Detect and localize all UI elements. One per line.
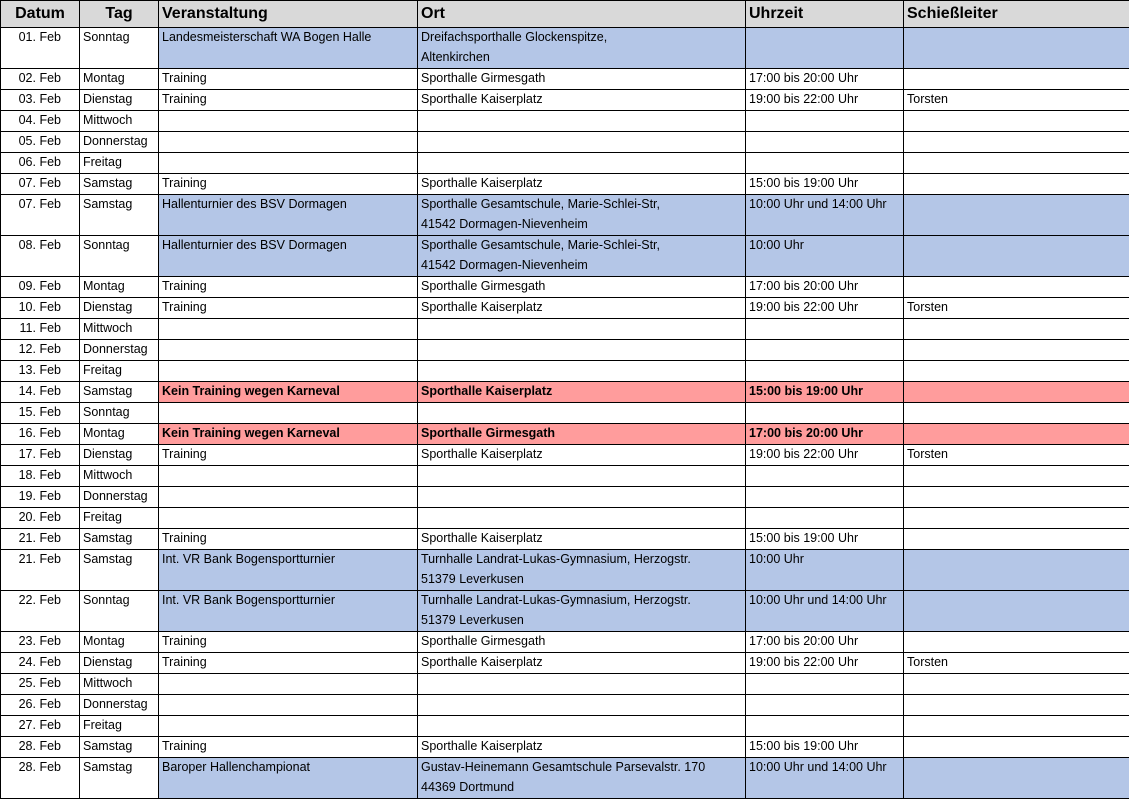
table-row	[1, 403, 1129, 424]
cell-tag[interactable]: Samstag	[80, 737, 159, 758]
cell-datum[interactable]: 27. Feb	[1, 716, 80, 737]
ort-line	[421, 132, 742, 152]
cell-tag[interactable]: Montag	[80, 424, 159, 445]
cell-datum[interactable]: 09. Feb	[1, 277, 80, 298]
table-row	[1, 382, 1129, 403]
cell-datum[interactable]: 20. Feb	[1, 508, 80, 529]
cell-tag[interactable]: Samstag	[80, 195, 159, 236]
cell-datum[interactable]: 19. Feb	[1, 487, 80, 508]
cell-tag[interactable]: Sonntag	[80, 591, 159, 632]
cell-tag[interactable]: Montag	[80, 277, 159, 298]
ort-line: 41542 Dormagen-Nievenheim	[421, 256, 742, 276]
cell-schiessleiter[interactable]	[904, 716, 1129, 737]
cell-uhrzeit[interactable]: 17:00 bis 20:00 Uhr	[746, 277, 904, 298]
ort-line	[421, 111, 742, 131]
ort-line: Turnhalle Landrat-Lukas-Gymnasium, Herzogstr.	[421, 591, 742, 611]
header-ort[interactable]: Ort	[418, 1, 746, 28]
table-row	[1, 591, 1129, 632]
cell-ort[interactable]	[418, 361, 746, 382]
header-row	[1, 1, 1129, 28]
cell-schiessleiter[interactable]	[904, 591, 1129, 632]
cell-veranstaltung[interactable]: Training	[159, 277, 418, 298]
cell-ort[interactable]	[418, 653, 746, 674]
header-datum[interactable]: Datum	[1, 1, 80, 28]
cell-datum[interactable]: 26. Feb	[1, 695, 80, 716]
cell-ort[interactable]	[418, 591, 746, 632]
cell-veranstaltung[interactable]: Hallenturnier des BSV Dormagen	[159, 236, 418, 277]
cell-schiessleiter[interactable]	[904, 403, 1129, 424]
table-row	[1, 445, 1129, 466]
cell-tag[interactable]: Sonntag	[80, 236, 159, 277]
cell-veranstaltung[interactable]: Kein Training wegen Karneval	[159, 382, 418, 403]
cell-ort[interactable]	[418, 28, 746, 69]
cell-tag[interactable]: Freitag	[80, 361, 159, 382]
cell-schiessleiter[interactable]	[904, 674, 1129, 695]
cell-veranstaltung[interactable]	[159, 361, 418, 382]
table-row	[1, 674, 1129, 695]
cell-veranstaltung[interactable]: Training	[159, 174, 418, 195]
cell-ort[interactable]	[418, 90, 746, 111]
cell-veranstaltung[interactable]	[159, 153, 418, 174]
cell-ort[interactable]	[418, 319, 746, 340]
cell-veranstaltung[interactable]	[159, 674, 418, 695]
cell-veranstaltung[interactable]: Training	[159, 69, 418, 90]
table-row	[1, 111, 1129, 132]
ort-line: Sporthalle Girmesgath	[421, 69, 742, 89]
cell-uhrzeit[interactable]	[746, 695, 904, 716]
cell-datum[interactable]: 25. Feb	[1, 674, 80, 695]
cell-tag[interactable]: Mittwoch	[80, 466, 159, 487]
ort-line	[421, 674, 742, 694]
table-row	[1, 653, 1129, 674]
cell-datum[interactable]: 01. Feb	[1, 28, 80, 69]
cell-veranstaltung[interactable]: Training	[159, 737, 418, 758]
cell-datum[interactable]: 04. Feb	[1, 111, 80, 132]
cell-tag[interactable]: Dienstag	[80, 298, 159, 319]
table-row	[1, 632, 1129, 653]
table-row	[1, 69, 1129, 90]
cell-uhrzeit[interactable]: 17:00 bis 20:00 Uhr	[746, 424, 904, 445]
table-row	[1, 529, 1129, 550]
table-row	[1, 550, 1129, 591]
ort-line: Sporthalle Gesamtschule, Marie-Schlei-Str,	[421, 195, 742, 215]
cell-ort[interactable]	[418, 132, 746, 153]
cell-datum[interactable]: 14. Feb	[1, 382, 80, 403]
cell-schiessleiter[interactable]	[904, 632, 1129, 653]
table-row	[1, 508, 1129, 529]
table-row	[1, 153, 1129, 174]
cell-schiessleiter[interactable]	[904, 466, 1129, 487]
table-row	[1, 695, 1129, 716]
cell-uhrzeit[interactable]	[746, 487, 904, 508]
cell-uhrzeit[interactable]: 10:00 Uhr und 14:00 Uhr	[746, 195, 904, 236]
header-uhrzeit[interactable]: Uhrzeit	[746, 1, 904, 28]
ort-line: Sporthalle Gesamtschule, Marie-Schlei-Str,	[421, 236, 742, 256]
cell-uhrzeit[interactable]	[746, 132, 904, 153]
table-row	[1, 28, 1129, 69]
cell-tag[interactable]: Freitag	[80, 508, 159, 529]
cell-uhrzeit[interactable]: 19:00 bis 22:00 Uhr	[746, 90, 904, 111]
cell-uhrzeit[interactable]: 19:00 bis 22:00 Uhr	[746, 298, 904, 319]
cell-datum[interactable]: 21. Feb	[1, 550, 80, 591]
cell-datum[interactable]: 02. Feb	[1, 69, 80, 90]
cell-schiessleiter[interactable]	[904, 174, 1129, 195]
ort-line: Sporthalle Kaiserplatz	[421, 653, 742, 673]
cell-schiessleiter[interactable]	[904, 550, 1129, 591]
cell-schiessleiter[interactable]: Torsten	[904, 298, 1129, 319]
cell-tag[interactable]: Donnerstag	[80, 695, 159, 716]
header-schiessleiter[interactable]: Schießleiter	[904, 1, 1129, 28]
cell-ort[interactable]	[418, 758, 746, 799]
cell-schiessleiter[interactable]	[904, 758, 1129, 799]
table-row	[1, 277, 1129, 298]
cell-ort[interactable]	[418, 716, 746, 737]
cell-schiessleiter[interactable]	[904, 382, 1129, 403]
table-row	[1, 466, 1129, 487]
ort-line	[421, 466, 742, 486]
ort-line: Sporthalle Kaiserplatz	[421, 529, 742, 549]
cell-datum[interactable]: 11. Feb	[1, 319, 80, 340]
cell-tag[interactable]: Samstag	[80, 382, 159, 403]
cell-tag[interactable]: Mittwoch	[80, 319, 159, 340]
table-row	[1, 195, 1129, 236]
cell-uhrzeit[interactable]: 17:00 bis 20:00 Uhr	[746, 69, 904, 90]
ort-line	[421, 403, 742, 423]
cell-tag[interactable]: Dienstag	[80, 653, 159, 674]
cell-datum[interactable]: 18. Feb	[1, 466, 80, 487]
ort-line	[421, 361, 742, 381]
cell-schiessleiter[interactable]: Torsten	[904, 445, 1129, 466]
cell-tag[interactable]: Dienstag	[80, 90, 159, 111]
cell-datum[interactable]: 05. Feb	[1, 132, 80, 153]
cell-uhrzeit[interactable]: 15:00 bis 19:00 Uhr	[746, 174, 904, 195]
ort-line: Altenkirchen	[421, 48, 742, 68]
ort-line: Sporthalle Kaiserplatz	[421, 382, 742, 402]
cell-ort[interactable]	[418, 382, 746, 403]
cell-veranstaltung[interactable]	[159, 716, 418, 737]
cell-tag[interactable]: Donnerstag	[80, 340, 159, 361]
ort-line	[421, 695, 742, 715]
cell-tag[interactable]: Samstag	[80, 550, 159, 591]
cell-datum[interactable]: 06. Feb	[1, 153, 80, 174]
ort-line: 51379 Leverkusen	[421, 611, 742, 631]
cell-datum[interactable]: 17. Feb	[1, 445, 80, 466]
cell-veranstaltung[interactable]: Training	[159, 90, 418, 111]
cell-schiessleiter[interactable]: Torsten	[904, 653, 1129, 674]
cell-schiessleiter[interactable]	[904, 340, 1129, 361]
ort-line: Sporthalle Girmesgath	[421, 632, 742, 652]
cell-uhrzeit[interactable]	[746, 361, 904, 382]
cell-ort[interactable]	[418, 487, 746, 508]
cell-tag[interactable]: Donnerstag	[80, 487, 159, 508]
cell-veranstaltung[interactable]: Int. VR Bank Bogensportturnier	[159, 591, 418, 632]
cell-ort[interactable]	[418, 550, 746, 591]
cell-datum[interactable]: 16. Feb	[1, 424, 80, 445]
cell-datum[interactable]: 22. Feb	[1, 591, 80, 632]
cell-tag[interactable]: Montag	[80, 632, 159, 653]
cell-ort[interactable]	[418, 153, 746, 174]
table-row	[1, 90, 1129, 111]
cell-uhrzeit[interactable]: 17:00 bis 20:00 Uhr	[746, 632, 904, 653]
cell-veranstaltung[interactable]	[159, 466, 418, 487]
table-row	[1, 132, 1129, 153]
ort-line: 41542 Dormagen-Nievenheim	[421, 215, 742, 235]
cell-schiessleiter[interactable]	[904, 111, 1129, 132]
table-row	[1, 236, 1129, 277]
cell-veranstaltung[interactable]	[159, 695, 418, 716]
cell-datum[interactable]: 10. Feb	[1, 298, 80, 319]
cell-datum[interactable]: 28. Feb	[1, 758, 80, 799]
cell-uhrzeit[interactable]: 19:00 bis 22:00 Uhr	[746, 653, 904, 674]
cell-tag[interactable]: Mittwoch	[80, 674, 159, 695]
cell-veranstaltung[interactable]	[159, 111, 418, 132]
cell-ort[interactable]	[418, 403, 746, 424]
cell-veranstaltung[interactable]: Training	[159, 298, 418, 319]
cell-ort[interactable]	[418, 298, 746, 319]
cell-ort[interactable]	[418, 69, 746, 90]
cell-veranstaltung[interactable]	[159, 340, 418, 361]
cell-uhrzeit[interactable]	[746, 403, 904, 424]
header-veranstaltung[interactable]: Veranstaltung	[159, 1, 418, 28]
cell-tag[interactable]: Donnerstag	[80, 132, 159, 153]
cell-tag[interactable]: Samstag	[80, 529, 159, 550]
cell-tag[interactable]: Dienstag	[80, 445, 159, 466]
cell-veranstaltung[interactable]: Int. VR Bank Bogensportturnier	[159, 550, 418, 591]
cell-datum[interactable]: 07. Feb	[1, 195, 80, 236]
cell-tag[interactable]: Sonntag	[80, 403, 159, 424]
ort-line: 51379 Leverkusen	[421, 570, 742, 590]
cell-schiessleiter[interactable]	[904, 69, 1129, 90]
cell-uhrzeit[interactable]: 10:00 Uhr und 14:00 Uhr	[746, 758, 904, 799]
cell-uhrzeit[interactable]: 10:00 Uhr	[746, 236, 904, 277]
cell-veranstaltung[interactable]	[159, 487, 418, 508]
cell-veranstaltung[interactable]: Baroper Hallenchampionat	[159, 758, 418, 799]
cell-veranstaltung[interactable]: Training	[159, 529, 418, 550]
cell-schiessleiter[interactable]	[904, 487, 1129, 508]
cell-ort[interactable]	[418, 236, 746, 277]
cell-veranstaltung[interactable]: Training	[159, 445, 418, 466]
cell-ort[interactable]	[418, 529, 746, 550]
table-row	[1, 174, 1129, 195]
ort-line	[421, 340, 742, 360]
cell-uhrzeit[interactable]: 15:00 bis 19:00 Uhr	[746, 737, 904, 758]
table-row	[1, 424, 1129, 445]
table-row	[1, 737, 1129, 758]
header-tag[interactable]: Tag	[80, 1, 159, 28]
cell-veranstaltung[interactable]	[159, 319, 418, 340]
ort-line	[421, 153, 742, 173]
table-row	[1, 319, 1129, 340]
cell-ort[interactable]	[418, 632, 746, 653]
ort-line: Sporthalle Kaiserplatz	[421, 737, 742, 757]
cell-veranstaltung[interactable]	[159, 508, 418, 529]
cell-tag[interactable]: Sonntag	[80, 28, 159, 69]
cell-schiessleiter[interactable]	[904, 695, 1129, 716]
cell-tag[interactable]: Montag	[80, 69, 159, 90]
cell-schiessleiter[interactable]: Torsten	[904, 90, 1129, 111]
cell-schiessleiter[interactable]	[904, 195, 1129, 236]
cell-veranstaltung[interactable]: Hallenturnier des BSV Dormagen	[159, 195, 418, 236]
cell-ort[interactable]	[418, 195, 746, 236]
cell-uhrzeit[interactable]	[746, 28, 904, 69]
cell-ort[interactable]	[418, 737, 746, 758]
cell-uhrzeit[interactable]	[746, 466, 904, 487]
cell-datum[interactable]: 13. Feb	[1, 361, 80, 382]
cell-ort[interactable]	[418, 340, 746, 361]
cell-schiessleiter[interactable]	[904, 529, 1129, 550]
cell-veranstaltung[interactable]	[159, 132, 418, 153]
cell-schiessleiter[interactable]	[904, 424, 1129, 445]
cell-datum[interactable]: 03. Feb	[1, 90, 80, 111]
cell-veranstaltung[interactable]: Training	[159, 653, 418, 674]
cell-schiessleiter[interactable]	[904, 319, 1129, 340]
cell-ort[interactable]	[418, 277, 746, 298]
ort-line	[421, 716, 742, 736]
table-row	[1, 361, 1129, 382]
cell-tag[interactable]: Samstag	[80, 758, 159, 799]
cell-datum[interactable]: 07. Feb	[1, 174, 80, 195]
table-row	[1, 758, 1129, 799]
cell-uhrzeit[interactable]	[746, 111, 904, 132]
cell-ort[interactable]	[418, 445, 746, 466]
cell-uhrzeit[interactable]	[746, 340, 904, 361]
cell-uhrzeit[interactable]	[746, 153, 904, 174]
cell-tag[interactable]: Freitag	[80, 716, 159, 737]
ort-line: 44369 Dortmund	[421, 778, 742, 798]
schedule-body	[1, 28, 1129, 799]
table-row	[1, 487, 1129, 508]
cell-veranstaltung[interactable]	[159, 403, 418, 424]
cell-schiessleiter[interactable]	[904, 153, 1129, 174]
cell-tag[interactable]: Mittwoch	[80, 111, 159, 132]
cell-ort[interactable]	[418, 508, 746, 529]
cell-uhrzeit[interactable]: 10:00 Uhr und 14:00 Uhr	[746, 591, 904, 632]
ort-line	[421, 319, 742, 339]
ort-line: Sporthalle Girmesgath	[421, 277, 742, 297]
cell-uhrzeit[interactable]: 10:00 Uhr	[746, 550, 904, 591]
cell-veranstaltung[interactable]: Kein Training wegen Karneval	[159, 424, 418, 445]
cell-datum[interactable]: 28. Feb	[1, 737, 80, 758]
cell-schiessleiter[interactable]	[904, 508, 1129, 529]
cell-veranstaltung[interactable]: Landesmeisterschaft WA Bogen Halle	[159, 28, 418, 69]
table-row	[1, 298, 1129, 319]
cell-ort[interactable]	[418, 466, 746, 487]
cell-uhrzeit[interactable]	[746, 508, 904, 529]
cell-ort[interactable]	[418, 111, 746, 132]
cell-schiessleiter[interactable]	[904, 236, 1129, 277]
cell-schiessleiter[interactable]	[904, 737, 1129, 758]
ort-line: Sporthalle Kaiserplatz	[421, 298, 742, 318]
cell-datum[interactable]: 21. Feb	[1, 529, 80, 550]
cell-uhrzeit[interactable]	[746, 716, 904, 737]
cell-veranstaltung[interactable]: Training	[159, 632, 418, 653]
table-row	[1, 340, 1129, 361]
cell-ort[interactable]	[418, 424, 746, 445]
cell-ort[interactable]	[418, 174, 746, 195]
cell-datum[interactable]: 24. Feb	[1, 653, 80, 674]
cell-uhrzeit[interactable]	[746, 319, 904, 340]
cell-ort[interactable]	[418, 674, 746, 695]
cell-schiessleiter[interactable]	[904, 28, 1129, 69]
ort-line	[421, 487, 742, 507]
ort-line	[421, 508, 742, 528]
cell-datum[interactable]: 15. Feb	[1, 403, 80, 424]
ort-line: Sporthalle Kaiserplatz	[421, 174, 742, 194]
cell-uhrzeit[interactable]: 19:00 bis 22:00 Uhr	[746, 445, 904, 466]
cell-uhrzeit[interactable]	[746, 674, 904, 695]
cell-schiessleiter[interactable]	[904, 277, 1129, 298]
ort-line: Sporthalle Kaiserplatz	[421, 445, 742, 465]
ort-line: Sporthalle Kaiserplatz	[421, 90, 742, 110]
cell-schiessleiter[interactable]	[904, 361, 1129, 382]
cell-uhrzeit[interactable]: 15:00 bis 19:00 Uhr	[746, 382, 904, 403]
cell-uhrzeit[interactable]: 15:00 bis 19:00 Uhr	[746, 529, 904, 550]
cell-tag[interactable]: Freitag	[80, 153, 159, 174]
table-row	[1, 716, 1129, 737]
cell-schiessleiter[interactable]	[904, 132, 1129, 153]
cell-datum[interactable]: 12. Feb	[1, 340, 80, 361]
cell-ort[interactable]	[418, 695, 746, 716]
ort-line: Dreifachsporthalle Glockenspitze,	[421, 28, 742, 48]
ort-line: Gustav-Heinemann Gesamtschule Parsevalstr. 170	[421, 758, 742, 778]
ort-line: Sporthalle Girmesgath	[421, 424, 742, 444]
ort-line: Turnhalle Landrat-Lukas-Gymnasium, Herzogstr.	[421, 550, 742, 570]
cell-datum[interactable]: 08. Feb	[1, 236, 80, 277]
cell-datum[interactable]: 23. Feb	[1, 632, 80, 653]
cell-tag[interactable]: Samstag	[80, 174, 159, 195]
